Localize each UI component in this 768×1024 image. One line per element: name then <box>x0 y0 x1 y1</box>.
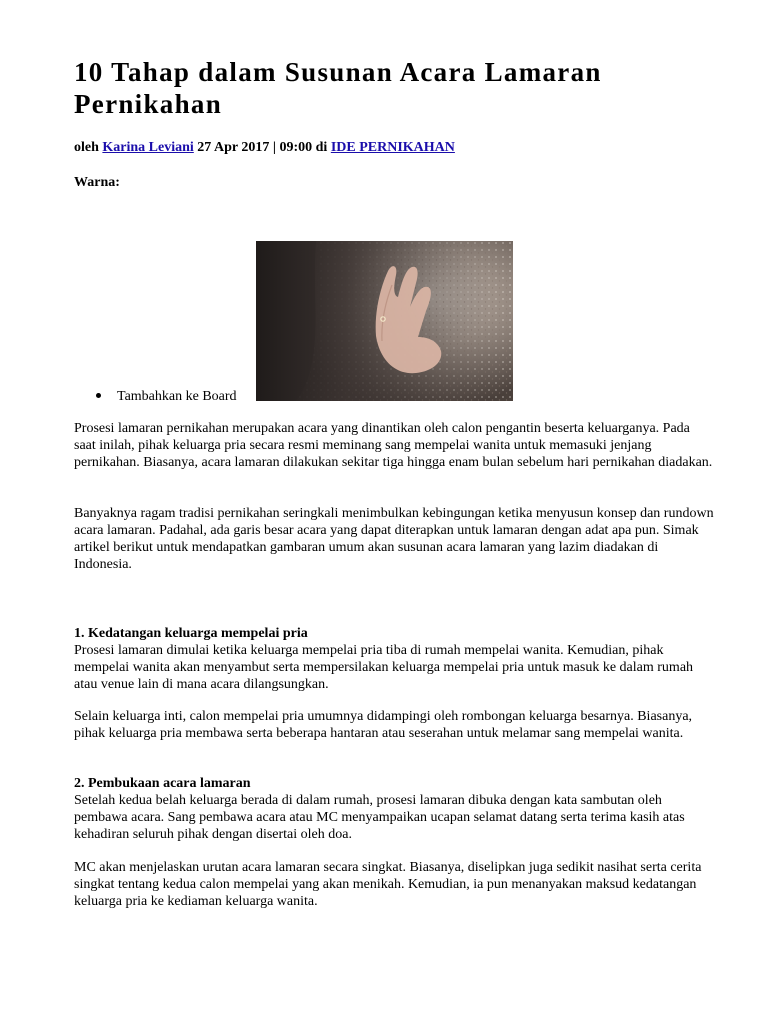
add-to-board-item[interactable] <box>96 388 237 406</box>
bullet-icon <box>96 393 101 398</box>
author-link[interactable]: Karina Leviani <box>102 140 194 155</box>
publish-datetime: 27 Apr 2017 | 09:00 <box>197 140 313 155</box>
section-2-paragraph-2: MC akan menjelaskan urutan acara lamaran secara singkat. Biasanya, diselipkan juga sedikit nasihat serta cerita singkat tentang kedua calon mempelai yang akan menikah. Kemudian, ia pun menanyakan maksud kedatangan keluarga pria ke kediaman keluarga wanita. <box>74 860 702 909</box>
byline <box>74 139 714 157</box>
byline-in: di <box>315 140 328 155</box>
intro-paragraph-2: Banyaknya ragam tradisi pernikahan seringkali menimbulkan kebingungan ketika menyusun konsep dan rundown acara lamaran. Padahal, ada garis besar acara yang dapat diterapkan untuk lamaran dengan adat apa pun. Simak artikel berikut untuk mendapatkan gambaran umum akan susunan acara lamaran yang lazim diadakan di Indonesia. <box>74 506 714 572</box>
section-1-paragraph-2: Selain keluarga inti, calon mempelai pria umumnya didampingi oleh rombongan keluarga besarnya. Biasanya, pihak keluarga pria membawa serta beberapa hantaran atau seserahan untuk melamar sang mempelai wanita. <box>74 709 693 741</box>
intro-paragraph-1: Prosesi lamaran pernikahan merupakan acara yang dinantikan oleh calon pengantin beserta keluarganya. Pada saat inilah, pihak keluarga pria secara resmi meminang sang mempelai wanita untuk memasuki jenjang pernikahan. Biasanya, acara lamaran dilakukan sekitar tiga hingga enam bulan sebelum hari pernikahan diadakan. <box>74 421 713 470</box>
section-1-paragraph-1: Prosesi lamaran dimulai ketika keluarga mempelai pria tiba di rumah mempelai wanita. Kemudian, pihak mempelai wanita akan menyambut serta mempersilakan keluarga mempelai pria untuk masuk ke dalam rumah atau venue lain di mana acara dilangsungkan. <box>74 643 694 692</box>
category-link[interactable]: IDE PERNIKAHAN <box>330 140 455 155</box>
section-2-heading: 2. Pembukaan acara lamaran <box>74 776 251 791</box>
section-1-heading: 1. Kedatangan keluarga mempelai pria <box>74 626 308 641</box>
add-to-board-label: Tambahkan ke Board <box>117 389 237 404</box>
warna-label: Warna: <box>74 175 120 190</box>
section-2 <box>74 775 714 843</box>
byline-prefix: oleh <box>74 140 99 155</box>
section-1 <box>74 625 714 693</box>
article-photo <box>256 241 513 401</box>
page-title: 10 Tahap dalam Susunan Acara Lamaran Pernikahan <box>74 57 602 119</box>
section-2-paragraph-1: Setelah kedua belah keluarga berada di dalam rumah, prosesi lamaran dibuka dengan kata sambutan oleh pembawa acara. Sang pembawa acara atau MC menyampaikan ucapan selamat datang serta terima kasih atas kehadiran seluruh pihak dengan disertai oleh doa. <box>74 793 685 842</box>
